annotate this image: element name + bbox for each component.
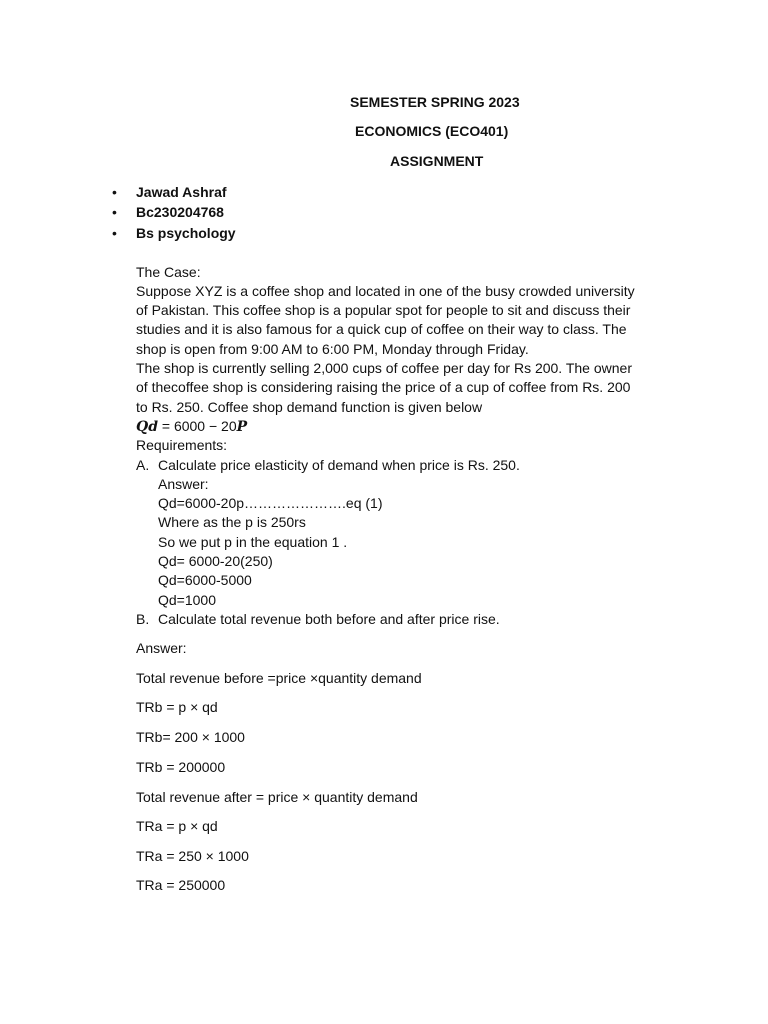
answer-b-line: Total revenue after = price × quantity demand — [136, 789, 418, 805]
case-line: The shop is currently selling 2,000 cups of coffee per day for Rs 200. The owner — [136, 360, 632, 376]
bullet-icon: • — [112, 225, 117, 241]
requirements-title: Requirements: — [136, 437, 228, 453]
case-title: The Case: — [136, 264, 201, 280]
semester-heading: SEMESTER SPRING 2023 — [350, 94, 520, 110]
answer-a-line: So we put p in the equation 1 . — [158, 534, 348, 550]
answer-a-line: Qd= 6000-20(250) — [158, 553, 273, 569]
requirement-a-label: A. — [136, 457, 150, 473]
student-name: Jawad Ashraf — [136, 184, 227, 200]
student-program: Bs psychology — [136, 225, 236, 241]
case-line: of thecoffee shop is considering raising the price of a cup of coffee from Rs. 200 — [136, 379, 631, 395]
equation-rhs: = 6000 − 20 — [157, 418, 237, 434]
answer-b-line: Answer: — [136, 640, 187, 656]
case-line: studies and it is also famous for a quick cup of coffee on their way to class. The — [136, 321, 627, 337]
requirement-b-label: B. — [136, 611, 150, 627]
bullet-icon: • — [112, 204, 117, 220]
bullet-icon: • — [112, 184, 117, 200]
answer-b-line: TRa = 250 × 1000 — [136, 848, 249, 864]
answer-b-line: TRb = p × qd — [136, 699, 218, 715]
requirement-a-question: Calculate price elasticity of demand when price is Rs. 250. — [158, 457, 520, 473]
case-line: to Rs. 250. Coffee shop demand function is given below — [136, 399, 483, 415]
case-line: Suppose XYZ is a coffee shop and located in one of the busy crowded university — [136, 283, 635, 299]
answer-b-line: TRa = p × qd — [136, 818, 218, 834]
answer-a-line: Qd=6000-20p………………….eq (1) — [158, 495, 383, 511]
assignment-heading: ASSIGNMENT — [390, 153, 484, 169]
case-line: of Pakistan. This coffee shop is a popular spot for people to sit and discuss their — [136, 302, 631, 318]
student-id: Bc230204768 — [136, 204, 224, 220]
demand-equation — [136, 418, 247, 435]
equation-var: P — [236, 419, 248, 435]
equation-lhs: Qd — [136, 419, 158, 435]
requirement-b-question: Calculate total revenue both before and after price rise. — [158, 611, 500, 627]
answer-b-line: Total revenue before =price ×quantity demand — [136, 670, 422, 686]
answer-b-line: TRb= 200 × 1000 — [136, 729, 245, 745]
answer-b-line: TRa = 250000 — [136, 877, 226, 893]
answer-a-line: Answer: — [158, 476, 209, 492]
course-heading: ECONOMICS (ECO401) — [355, 123, 509, 139]
answer-a-line: Qd=1000 — [158, 592, 216, 608]
answer-b-line: TRb = 200000 — [136, 759, 226, 775]
case-line: shop is open from 9:00 AM to 6:00 PM, Monday through Friday. — [136, 341, 529, 357]
answer-a-line: Qd=6000-5000 — [158, 572, 252, 588]
answer-a-line: Where as the p is 250rs — [158, 514, 306, 530]
